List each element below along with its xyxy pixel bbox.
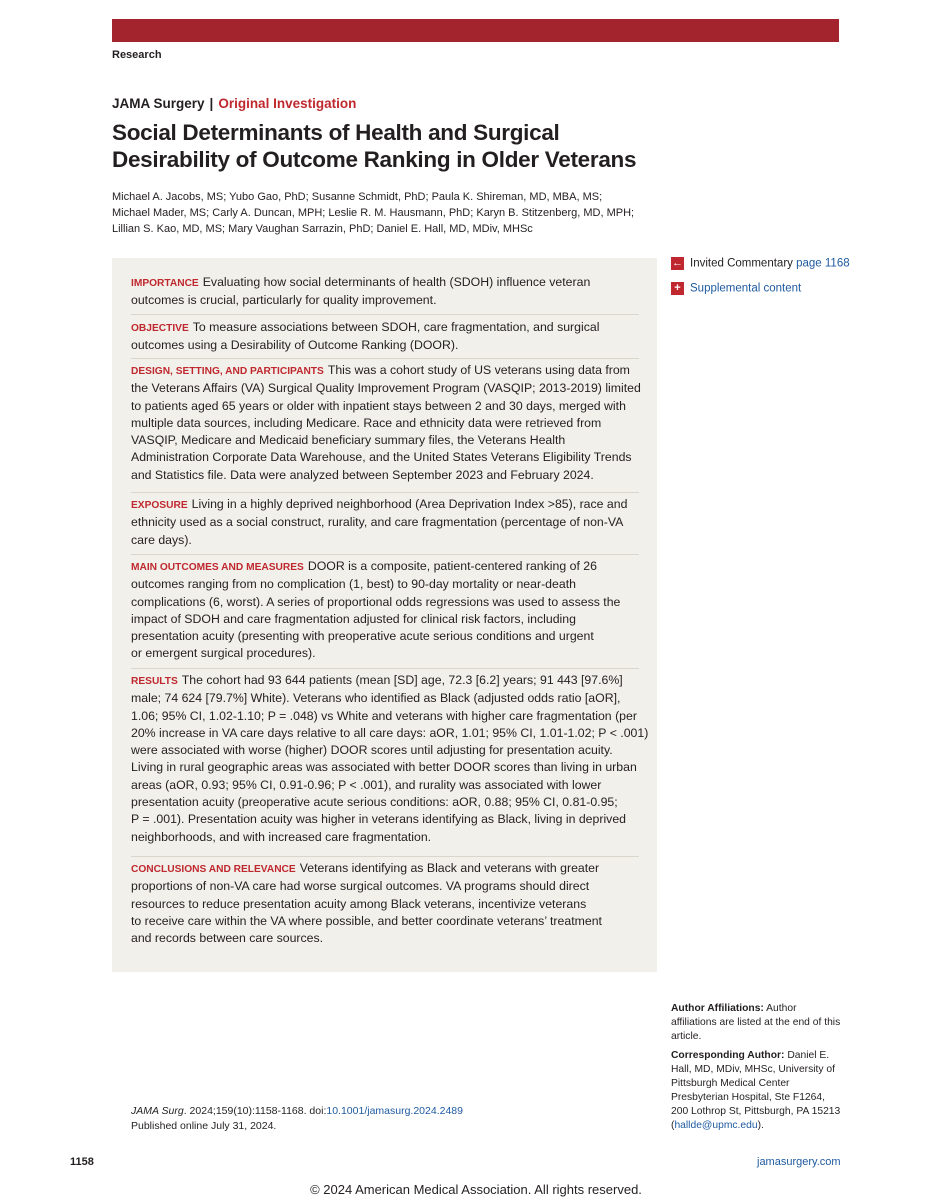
journal-line [112,96,356,111]
section-text: male; 74 624 [79.7%] White). Veterans who identified as Black (adjusted odds ratio [aOR], [131,691,621,706]
citation-block [131,1104,463,1134]
author-list [112,189,672,237]
section-divider [131,358,639,359]
citation-journal: JAMA Surg [131,1105,184,1117]
affiliations-label: Author Affiliations: [671,1003,764,1014]
section-text: complications (6, worst). A series of proportional odds regressions was used to assess the [131,594,621,609]
title-line: Desirability of Outcome Ranking in Older Veterans [112,147,637,172]
doi-link[interactable]: 10.1001/jamasurg.2024.2489 [326,1105,463,1117]
section-text: Administration Corporate Data Warehouse, and the United States Veterans Eligibility Trends [131,450,632,465]
section-text: Living in rural geographic areas was associated with better DOOR scores than living in urban [131,760,637,775]
section-text: 1.06; 95% CI, 1.02-1.10; P = .048) vs White and veterans with higher care fragmentation (per [131,708,637,723]
journal-banner-bar [112,19,839,42]
section-text: outcomes is crucial, particularly for quality improvement. [131,293,437,308]
section-heading: OBJECTIVE [131,323,189,334]
author-email-link[interactable]: hallde@upmc.edu [674,1120,758,1131]
section-text: and Statistics file. Data were analyzed between September 2023 and February 2024. [131,467,594,482]
section-text: ethnicity used as a social construct, rurality, and care fragmentation (percentage of non-VA [131,515,624,530]
author-line: Michael Mader, MS; Carly A. Duncan, MPH; Leslie R. M. Hausmann, PhD; Karyn B. Stitzenberg, MD, MPH; [112,207,635,219]
section-text: presentation acuity (preoperative acute serious conditions: aOR, 0.88; 95% CI, 0.81-0.95; [131,795,618,810]
section-divider [131,856,639,857]
section-heading: CONCLUSIONS AND RELEVANCE [131,864,296,875]
section-text: To measure associations between SDOH, care fragmentation, and surgical [192,320,600,334]
abstract-conclusions [131,860,635,947]
section-text: DOOR is a composite, patient-centered ranking of 26 [307,559,597,573]
section-text: the Veterans Affairs (VA) Surgical Quality Improvement Program (VASQIP; 2013-2019) limited [131,381,641,396]
section-text: proportions of non-VA care had worse surgical outcomes. VA programs should direct [131,879,590,894]
section-text: This was a cohort study of US veterans using data from [327,363,630,377]
corresponding-text: Presbyterian Hospital, Ste F1264, [671,1092,825,1103]
abstract-box [112,258,657,972]
section-label: Research [112,49,162,61]
section-text: presentation acuity (presenting with preoperative acute serious conditions and urgent [131,629,594,644]
author-line: Lillian S. Kao, MD, MS; Mary Vaughan Sarrazin, PhD; Daniel E. Hall, MD, MDiv, MHSc [112,223,533,235]
section-text: care days). [131,532,192,547]
journal-site-link[interactable]: jamasurgery.com [757,1156,841,1168]
section-text: multiple data sources, including Medicare. Race and ethnicity data were retrieved from [131,415,602,430]
invited-commentary-link[interactable] [671,257,850,270]
author-affiliations [671,1002,843,1133]
section-text: Evaluating how social determinants of health (SDOH) influence veteran [202,275,591,289]
section-divider [131,492,639,493]
section-text: The cohort had 93 644 patients (mean [SD] age, 72.3 [6.2] years; 91 443 [97.6%] [181,673,623,687]
author-line: Michael A. Jacobs, MS; Yubo Gao, PhD; Susanne Schmidt, PhD; Paula K. Shireman, MD, MBA, MS; [112,191,603,203]
section-text: areas (aOR, 0.93; 95% CI, 0.91-0.96; P < .001), and rurality was associated with lower [131,777,602,792]
title-line: Social Determinants of Health and Surgical [112,120,560,145]
journal-name: JAMA Surgery [112,96,205,111]
affiliations-text: Author [766,1003,797,1014]
abstract-objective [131,319,635,355]
section-heading: EXPOSURE [131,500,188,511]
section-text: outcomes using a Desirability of Outcome Ranking (DOOR). [131,338,459,353]
corresponding-label: Corresponding Author: [671,1050,785,1061]
copyright-notice: © 2024 American Medical Association. All rights reserved. [310,1182,642,1197]
abstract-design [131,362,641,484]
section-divider [131,314,639,315]
section-text: and records between care sources. [131,931,324,946]
commentary-label: Invited Commentary [690,257,793,270]
section-text: to patients aged 65 years or older with inpatient stays between 2 and 30 days, merged with [131,398,626,413]
commentary-page-link[interactable]: page 1168 [796,257,850,270]
article-title [112,119,672,173]
corresponding-text: Daniel E. [787,1050,830,1061]
supplemental-label[interactable]: Supplemental content [690,282,802,295]
section-heading: DESIGN, SETTING, AND PARTICIPANTS [131,366,324,377]
section-text: Veterans identifying as Black and veterans with greater [299,861,600,875]
abstract-exposure [131,496,635,549]
section-text: resources to reduce presentation acuity among Black veterans, incentivize veterans [131,896,587,911]
section-text: outcomes ranging from no complication (1, best) to 90-day mortality or near-death [131,577,576,592]
supplemental-content-link[interactable] [671,282,801,295]
section-text: Living in a highly deprived neighborhood (Area Deprivation Index >85), race and [191,497,628,511]
published-date: Published online July 31, 2024. [131,1120,277,1132]
section-text: 20% increase in VA care days relative to all care days: aOR, 1.01; 95% CI, 1.01-1.02; P < .001) [131,725,649,740]
section-divider [131,668,639,669]
abstract-importance [131,274,635,310]
arrow-left-icon: ← [672,257,683,269]
section-text: or emergent surgical procedures). [131,646,316,661]
section-text: neighborhoods, and with increased care fragmentation. [131,829,432,844]
abstract-outcomes [131,558,635,663]
page-number: 1158 [70,1156,94,1168]
section-text: VASQIP, Medicare and Medicaid beneficiary summary files, the Veterans Health [131,433,566,448]
section-heading: IMPORTANCE [131,278,199,289]
section-divider [131,554,639,555]
section-text: P = .001). Presentation acuity was higher in veterans identifying as Black, living in deprived [131,812,626,827]
section-text: impact of SDOH and care fragmentation adjusted for clinical risk factors, including [131,611,576,626]
article-type: Original Investigation [218,96,357,111]
abstract-results [131,672,649,846]
affiliations-text: article. [671,1031,702,1042]
affiliations-text: affiliations are listed at the end of this [671,1017,841,1028]
plus-icon: + [671,282,684,295]
corresponding-text: Hall, MD, MDiv, MHSc, University of [671,1064,836,1075]
corresponding-author: Corresponding Author: Daniel E. Hall, MD, MDiv, MHSc, University of Pittsburgh Medical Center Presbyterian Hospital, Ste F1264, 200 Lothrop St, Pittsburgh, PA 15213 (hallde@upmc.edu). [671,1049,843,1133]
section-text: to receive care within the VA where possible, and better coordinate veterans’ treatment [131,913,602,928]
journal-separator: | [209,96,214,111]
corresponding-text: Pittsburgh Medical Center [671,1078,790,1089]
section-heading: RESULTS [131,676,178,687]
corresponding-text: 200 Lothrop St, Pittsburgh, PA 15213 [671,1106,841,1117]
section-text: were associated with worse (higher) DOOR scores until adjusting for presentation acuity. [131,743,613,758]
citation-details: . 2024;159(10):1158-1168. doi: [183,1105,327,1117]
section-heading: MAIN OUTCOMES AND MEASURES [131,562,304,573]
